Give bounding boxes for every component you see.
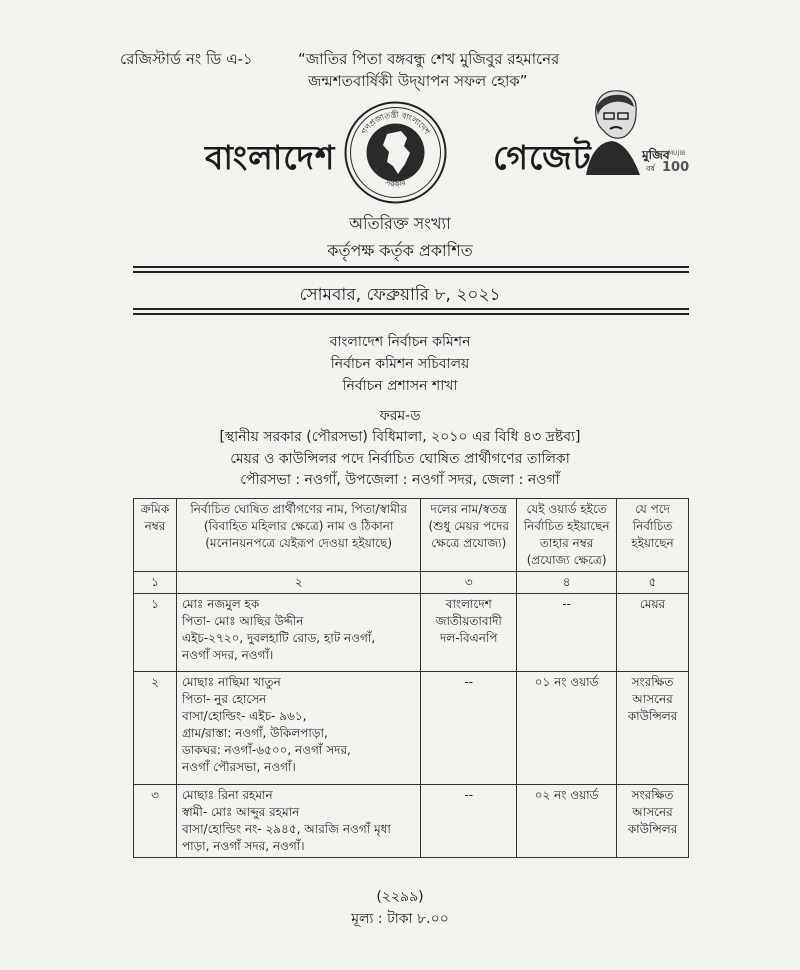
top-rule-1 [133,266,689,268]
gazette-date: সোমবার, ফেব্রুয়ারি ৮, ২০২১ [299,285,501,305]
header-serial: ক্রমিক নম্বর [134,499,177,572]
column-number: ৩ [421,572,517,594]
party-cell: বাংলাদেশ জাতীয়তাবাদী দল-বিএনপি [421,594,517,672]
candidate-address-line: নওগাঁ সদর, নওগাঁ। [181,648,274,662]
published-by: কর্তৃপক্ষ কর্তৃক প্রকাশিত [327,241,473,260]
candidate-address-line: নওগাঁ পৌরসভা, নওগাঁ। [181,760,296,774]
candidate-address-line: বাসা/হোল্ডিং- এইচ- ৯৬১, [181,709,307,723]
form-name: ফরম-ড [379,408,421,424]
extra-issue: অতিরিক্ত সংখ্যা [349,214,451,233]
slogan-line-2: জন্মশতবার্ষিকী উদ্‌যাপন সফল হোক” [308,72,528,90]
candidate-address-line: বাসা/হোল্ডিং নং- ২৯৪৫, আরজি নওগাঁ মৃধা [181,822,391,836]
party-cell: -- [421,672,517,785]
candidate-name: মোছাঃ রিনা রহমান [181,788,273,802]
top-rule-2 [133,271,689,273]
gazette-title-right: গেজেট [493,138,592,177]
candidate-address-line: পাড়া, নওগাঁ সদর, নওগাঁ। [181,839,305,853]
form-location: পৌরসভা : নওগাঁ, উপজেলা : নওগাঁ সদর, জেলা : নওগাঁ [240,472,560,488]
party-cell: -- [421,785,517,858]
candidate-relation: স্বামী- মোঃ আব্দুর রহমান [181,805,300,819]
logo-text: মুজিব [642,148,670,162]
candidate-name: মোছাঃ নাছিমা খাতুন [181,675,281,689]
header-ward: যেই ওয়ার্ড হইতে নির্বাচিত হইয়াছেন তাহার নম্বর (প্রযোজ্য ক্ষেত্রে) [517,499,617,572]
candidate-relation: পিতা- মোঃ আছির উদ্দীন [181,614,304,628]
serial-cell: ৩ [134,785,177,858]
government-emblem [343,100,448,205]
header-party: দলের নাম/স্বতন্ত্র (শুধু মেয়র পদের ক্ষেত্রে প্রযোজ্য) [421,499,517,572]
candidate-cell [176,594,420,672]
header-name-address: নির্বাচিত ঘোষিত প্রার্থীগণের নাম, পিতা/স্বামীর (বিবাহিত মহিলার ক্ষেত্রে) নাম ও ঠিকানা (মনোনয়নপত্রে যেইরূপ দেওয়া হইয়াছে) [176,499,420,572]
post-cell: সংরক্ষিত আসনের কাউন্সিলর [617,785,689,858]
page-number: (২২৯৯) [376,889,424,905]
candidate-address-line: গ্রাম/রাস্তা: নওগাঁ, উকিলপাড়া, [181,726,328,740]
serial-cell: ২ [134,672,177,785]
column-number: ৪ [517,572,617,594]
column-number: ৫ [617,572,689,594]
org-line-2: নির্বাচন কমিশন সচিবালয় [330,356,470,372]
serial-cell: ১ [134,594,177,672]
emblem-bottom-text: সরকার [384,177,407,189]
bottom-rule-2 [133,313,689,315]
form-title: মেয়র ও কাউন্সিলর পদে নির্বাচিত ঘোষিত প্রার্থীগণের তালিকা [230,451,570,467]
candidate-cell [176,785,420,858]
price: মূল্য : টাকা ৮.০০ [351,911,449,927]
ward-cell: ০২ নং ওয়ার্ড [517,785,617,858]
table-row [134,785,689,858]
slogan-line-1: “জাতির পিতা বঙ্গবন্ধু শেখ মুজিবুর রহমানের [298,50,560,68]
ward-cell: ০১ নং ওয়ার্ড [517,672,617,785]
table-row [134,594,689,672]
logo-num: 100 [662,160,690,175]
candidate-address-line: ডাকঘর: নওগাঁ-৬৫০০, নওগাঁ সদর, [181,743,351,757]
candidate-cell [176,672,420,785]
candidate-relation: পিতা- নুর হোসেন [181,692,267,706]
candidate-name: মোঃ নজমুল হক [181,597,260,611]
elected-candidates-table [133,498,689,858]
mujib-year-logo [582,85,694,175]
emblem-top-text: গণপ্রজাতন্ত্রী বাংলাদেশ [359,110,432,137]
table-header-row [134,499,689,572]
table-row [134,672,689,785]
bottom-rule-1 [133,308,689,310]
post-cell: মেয়র [617,594,689,672]
column-number-row [134,572,689,594]
column-number: ১ [134,572,177,594]
form-rule-reference: [স্থানীয় সরকার (পৌরসভা) বিধিমালা, ২০১০ এর বিধি ৪৩ দ্রষ্টব্য] [219,429,581,445]
logo-sub: বর্ষ [646,164,655,173]
org-line-3: নির্বাচন প্রশাসন শাখা [342,378,458,394]
registration-number: রেজিস্টার্ড নং ডি এ-১ [120,50,253,68]
ward-cell: -- [517,594,617,672]
org-line-1: বাংলাদেশ নির্বাচন কমিশন [329,334,471,350]
logo-en: MUJIB [668,150,686,157]
header-post: যে পদে নির্বাচিত হইয়াছেন [617,499,689,572]
gazette-title-left: বাংলাদেশ [205,138,336,177]
slogan [298,48,598,92]
candidate-address-line: এইচ-২৭২০, দুবলহাটি রোড, হাট নওগাঁ, [181,631,376,645]
post-cell: সংরক্ষিত আসনের কাউন্সিলর [617,672,689,785]
column-number: ২ [176,572,420,594]
